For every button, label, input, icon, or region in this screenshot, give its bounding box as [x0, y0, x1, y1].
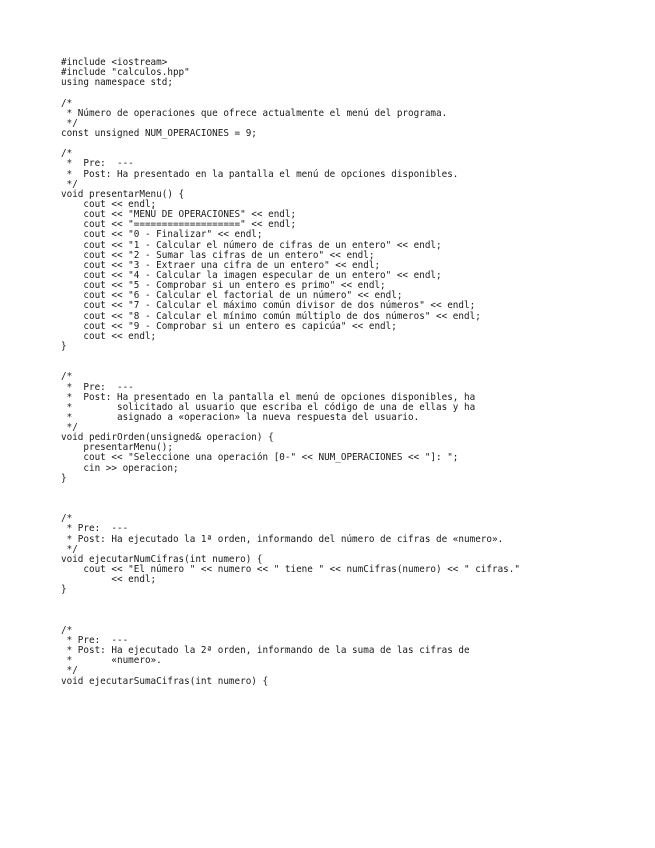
code-line: } [61, 584, 67, 596]
code-line: */ [61, 665, 78, 677]
code-line [61, 352, 520, 362]
code-line: cin >> operacion; [61, 462, 179, 474]
code-line [61, 595, 520, 605]
code-line [61, 494, 520, 504]
code-line: */ [61, 117, 78, 129]
code-line: cout << endl; [61, 330, 157, 342]
code-line: /* [61, 371, 73, 383]
code-line: using namespace std; [61, 77, 173, 89]
code-line: /* [61, 624, 73, 636]
code-line: cout << "5 - Comprobar si un entero es primo" << endl; [61, 280, 386, 292]
code-line: cout << "El número " << numero << " tiene " << numCifras(numero) << " cifras." [61, 564, 520, 576]
code-line: cout << "7 - Calcular el máximo común divisor de dos números" << endl; [61, 300, 476, 312]
code-line: * Pre: --- [61, 523, 129, 535]
code-line: * Post: Ha ejecutado la 2ª orden, informando de la suma de las cifras de [61, 645, 470, 657]
code-line: * Post: Ha ejecutado la 1ª orden, informando del número de cifras de «numero». [61, 533, 504, 545]
code-line: */ [61, 543, 78, 555]
code-line: * Pre: --- [61, 635, 129, 647]
code-line: * Post: Ha presentado en la pantalla el menú de opciones disponibles, ha [61, 391, 476, 403]
code-line: */ [61, 422, 78, 434]
code-line: * asignado a «operacion» la nueva respuesta del usuario. [61, 411, 420, 423]
code-line: void presentarMenu() { [61, 188, 185, 200]
code-line: * Número de operaciones que ofrece actualmente el menú del programa. [61, 107, 448, 119]
code-line [61, 616, 520, 626]
code-line [61, 362, 520, 372]
source-code-listing [61, 58, 520, 687]
code-line: } [61, 340, 67, 352]
code-line: cout << "1 - Calcular el número de cifras de un entero" << endl; [61, 239, 442, 251]
code-line: * solicitado al usuario que escriba el código de una de ellas y ha [61, 401, 476, 413]
code-line: cout << "9 - Comprobar si un entero es capicúa" << endl; [61, 320, 397, 332]
code-line: << endl; [61, 574, 157, 586]
code-line: cout << endl; [61, 198, 157, 210]
code-line: cout << "0 - Finalizar" << endl; [61, 229, 263, 241]
code-line: cout << "8 - Calcular el mínimo común múltiplo de dos números" << endl; [61, 310, 481, 322]
code-line: * Pre: --- [61, 381, 134, 393]
code-line: cout << "MENÚ DE OPERACIONES" << endl; [61, 209, 297, 221]
code-line: cout << "6 - Calcular el factorial de un número" << endl; [61, 290, 403, 302]
code-line: /* [61, 513, 73, 525]
code-line: #include <iostream> [61, 57, 168, 68]
code-line: * Pre: --- [61, 158, 134, 170]
code-line: */ [61, 178, 78, 190]
code-line [61, 139, 520, 149]
code-line: #include "calculos.hpp" [61, 67, 190, 79]
code-line: cout << "4 - Calcular la imagen especular de un entero" << endl; [61, 269, 442, 281]
code-line: void ejecutarSumaCifras(int numero) { [61, 675, 269, 687]
code-line: const unsigned NUM_OPERACIONES = 9; [61, 127, 257, 139]
code-line: cout << "===================" << endl; [61, 219, 297, 231]
code-line: * «numero». [61, 655, 162, 667]
code-line: cout << "2 - Sumar las cifras de un entero" << endl; [61, 249, 375, 261]
code-line: void pedirOrden(unsigned& operacion) { [61, 432, 274, 444]
code-line [61, 88, 520, 98]
code-line: /* [61, 148, 73, 160]
code-line: presentarMenu(); [61, 442, 173, 454]
code-line [61, 484, 520, 494]
code-line [61, 606, 520, 616]
code-line: } [61, 472, 67, 484]
code-line: cout << "3 - Extraer una cifra de un entero" << endl; [61, 259, 381, 271]
code-line: * Post: Ha presentado en la pantalla el menú de opciones disponibles. [61, 168, 459, 180]
code-line: /* [61, 97, 73, 109]
code-line: void ejecutarNumCifras(int numero) { [61, 553, 263, 565]
code-line: cout << "Seleccione una operación [0-" << NUM_OPERACIONES << "]: "; [61, 452, 459, 464]
code-line [61, 504, 520, 514]
